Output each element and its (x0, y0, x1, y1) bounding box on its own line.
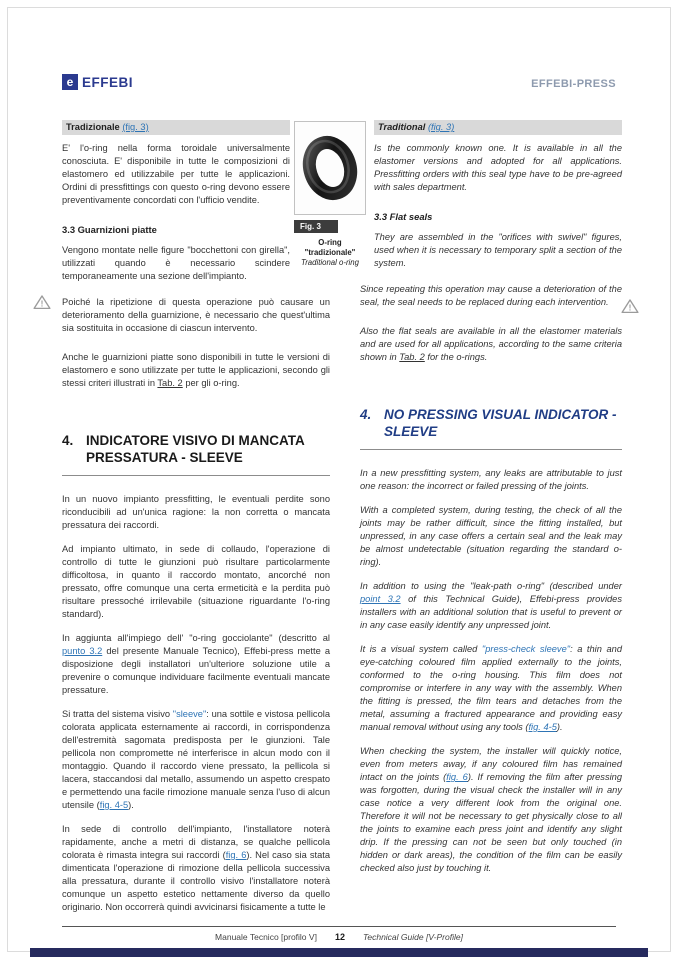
text-segment: ). If removing the film after pressing was forgotten, during the visual check the installer will in any case notice a very different look from the original one. Therefore it will not be necessary to get physically close to all the joints to examine each press joint and identify any slight drip. If the pressing can not be seen but only touched (in hidden or dark areas), the condition of the film can be easily checked also just by touching it. (360, 772, 623, 873)
figure-caption-en: Traditional o-ring (301, 258, 359, 267)
warning-icon (33, 294, 51, 315)
header-brand-right: EFFEBI-PRESS (531, 78, 616, 90)
column-english (360, 120, 622, 875)
paragraph-it (62, 632, 330, 697)
paragraph-tab2-it (62, 351, 330, 390)
figure-label: Fig. 3 (294, 220, 338, 233)
text-segment: When checking the system, the installer will quickly notice, even from meters away, if any coloured film has remained intact on the joints ( (360, 746, 622, 782)
paragraph-traditional-en: Is the commonly known one. It is available in all the elastomer versions and adopted for all applications. Pressfitting orders with this seal type have to be pre-agreed with sales department. (374, 143, 622, 192)
paragraph-flat-seals-it: Vengono montate nelle figure "bocchettoni con girella", utilizzati quando è necessario scindere temporaneamente una sezione dell'impianto. (62, 245, 290, 281)
paragraph-it: Ad impianto ultimato, in sede di collaudo, l'operazione di controllo di tutte le giunzioni può risultare particolarmente difficoltosa, in quanto il raccordo montato, ancorché non pressato, offre comunque una certa ermeticità e la perdita può risultare pressoché irrilevabile (situazione riguardante l'o-ring standard). (62, 544, 330, 619)
paragraph-flat-seals-en: They are assembled in the "orifices with swivel" figures, used when it is necessary to temporary split a section of the system. (374, 232, 622, 268)
heading-flat-seals-it: 3.3 Guarnizioni piatte (62, 224, 157, 235)
figure-caption-it: O-ring "tradizionale" (304, 238, 356, 257)
inline-link[interactable]: fig. 6 (225, 850, 247, 860)
inline-link[interactable]: fig. 4-5 (99, 800, 129, 810)
text-segment: "sleeve" (172, 709, 207, 719)
paragraph-tab2-en (360, 325, 622, 364)
paragraph-en (360, 643, 622, 734)
section4-title-it: INDICATORE VISIVO DI MANCATA PRESSATURA - SLEEVE (86, 433, 305, 465)
effebi-logo (62, 74, 133, 90)
inline-link[interactable]: fig. 6 (446, 772, 468, 782)
inline-link[interactable]: point 3.2 (360, 594, 401, 604)
section4-number-en: 4. (360, 407, 372, 422)
figure-3 (294, 121, 366, 268)
footer-title-it: Manuale Tecnico [profilo V] (215, 932, 317, 942)
effebi-logo-icon: e (62, 74, 78, 90)
traditional-section-it (62, 120, 290, 283)
warning-glyph: ! (628, 303, 632, 313)
text-segment: Tab. 2 (399, 352, 425, 362)
text-segment: del presente Manuale Tecnico), Effebi-press mette a disposizione degli installatori un'ulteriore soluzione utile a prevenire o comunque individuare facilmente eventuali mancate pressature. (62, 646, 330, 695)
paragraph-traditional-it: E' l'o-ring nella forma toroidale universalmente conosciuta. E' disponibile in tutte le composizioni di elastomero ed utilizzabile per tutte le applicazioni. Ordini di pressfittings con questo o-ring devono essere preventivamente concordati con l'ufficio vendite. (62, 143, 290, 205)
text-segment: ). Nel caso sia stata dimenticata l'operazione di rimozione della pellicola successiva alla pressatura, durante il controllo visivo l'installatore noterà comunque un aspetto estetico nettamente diverso da quello originario. Non occorrerà quindi avvicinarsi fisicamente a tutte le (62, 850, 330, 912)
text-segment: Anche le guarnizioni piatte sono disponibili in tutte le versioni di elastomero e sono utilizzate per tutte le applicazioni, secondo gli stessi criteri illustrati in (62, 352, 330, 388)
text-segment: ). (128, 800, 134, 810)
warning-icon (621, 298, 639, 319)
inline-link[interactable]: punto 3.2 (62, 646, 103, 656)
section4-number-it: 4. (62, 433, 74, 448)
warning-triangle-icon (621, 298, 639, 314)
text-segment: Tradizionale (66, 122, 123, 132)
inline-link[interactable]: (fig. 3) (427, 122, 455, 132)
warning-glyph: ! (40, 299, 44, 309)
text-segment: Also the flat seals are available in all the elastomer materials and are used for all applications, according to the same criteria shown in (360, 326, 622, 362)
section4-heading-row-it (62, 432, 330, 466)
section4-heading-it (62, 432, 330, 476)
text-segment: In sede di controllo dell'impianto, l'installatore noterà rapidamente, anche a metri di distanza, se qualche pellicola colorata è rimasta integra sui raccordi ( (62, 824, 330, 860)
oring-illustration (295, 122, 365, 214)
text-segment: : una sottile e vistosa pellicola colorata applicata esternamente ai raccordi, in corrispondenza dell'estremità sagomata predisposta per le giunzioni. Tale pellicola non compromette né interferisce in alcun modo con il montaggio. Quando il raccordo viene pressato, la pellicola si lacera, staccandosi dal metallo, assumendo un aspetto crespato e permettendo una facile rimozione manuale senza l'uso di alcun utensile ( (62, 709, 330, 810)
section4-heading-en (360, 406, 622, 450)
text-segment: per gli o-ring. (182, 378, 240, 388)
bottom-accent-bar (30, 948, 648, 957)
text-segment: In aggiunta all'impiego dell' "o-ring gocciolante" (descritto al (62, 633, 330, 643)
text-segment: Traditional (378, 122, 428, 132)
paragraph-it: In un nuovo impianto pressfitting, le eventuali perdite sono riconducibili ad un'unica ragione: la non corretta o mancata pressatura dei raccordi. (62, 494, 330, 530)
text-segment: of this Technical Guide), Effebi-press provides installers with an additional solution that is useful to prevent or in any case easily identify any unpressed joint. (360, 594, 622, 630)
text-segment: Si tratta del sistema visivo (62, 709, 173, 719)
text-segment: "press-check sleeve" (481, 644, 571, 654)
paragraph-en: In a new pressfitting system, any leaks are attributable to just one reason: the incorrect or failed pressing of the joints. (360, 468, 622, 491)
paragraph-it (62, 708, 330, 812)
inline-link[interactable]: fig. 4-5 (528, 722, 557, 732)
warning-triangle-icon (33, 294, 51, 310)
paragraph-en (360, 745, 622, 875)
section4-title-en: NO PRESSING VISUAL INDICATOR - SLEEVE (384, 407, 617, 439)
section4-heading-row-en (360, 406, 622, 440)
section-bar-traditional-en (374, 120, 622, 135)
column-italian (62, 120, 330, 914)
heading-flat-seals-en: 3.3 Flat seals (374, 211, 433, 222)
traditional-section-en (360, 120, 622, 270)
warning-paragraph-it: Poiché la ripetizione di questa operazione può causare un deterioramento della guarnizione, è necessario che quest'ultima sia sostituita in occasione di ciascun intervento. (62, 297, 330, 333)
logo-text: EFFEBI (82, 74, 134, 90)
text-segment: It is a visual system called (360, 644, 482, 654)
warning-paragraph-en: Since repeating this operation may cause a deterioration of the seal, the seal needs to be replaced during each intervention. (360, 284, 622, 307)
text-segment: Tab. 2 (157, 378, 183, 388)
text-segment: : a thin and eye-catching coloured film applied externally to the joints, conformed to the o-ring housing. This film does not compromise or interfere in any way with the assembly. When the fitting is pressed, the film tears and detaches from the metal, assuming a fractured appearance and providing easy manual removal without using any tools ( (360, 644, 622, 732)
footer-page-number: 12 (334, 932, 345, 942)
footer-title-en: Technical Guide [V-Profile] (362, 932, 463, 942)
section-bar-traditional-it (62, 120, 290, 135)
text-segment: ). (556, 722, 563, 732)
paragraph-en (360, 580, 622, 632)
inline-link[interactable]: (fig. 3) (122, 122, 149, 132)
text-segment: for the o-rings. (424, 352, 488, 362)
page-footer (62, 926, 616, 942)
paragraph-en: With a completed system, during testing, the check of all the joints may be rather difficult, since the fitting installed, but unpressed, in any case offers a certain seal and the leak may be almost undetectable (situation regarding the standard o-ring). (360, 505, 622, 567)
page-header (62, 74, 616, 90)
text-segment: In addition to using the "leak-path o-ring" (described under (360, 581, 622, 591)
paragraph-it (62, 823, 330, 914)
oring-image (294, 121, 366, 215)
